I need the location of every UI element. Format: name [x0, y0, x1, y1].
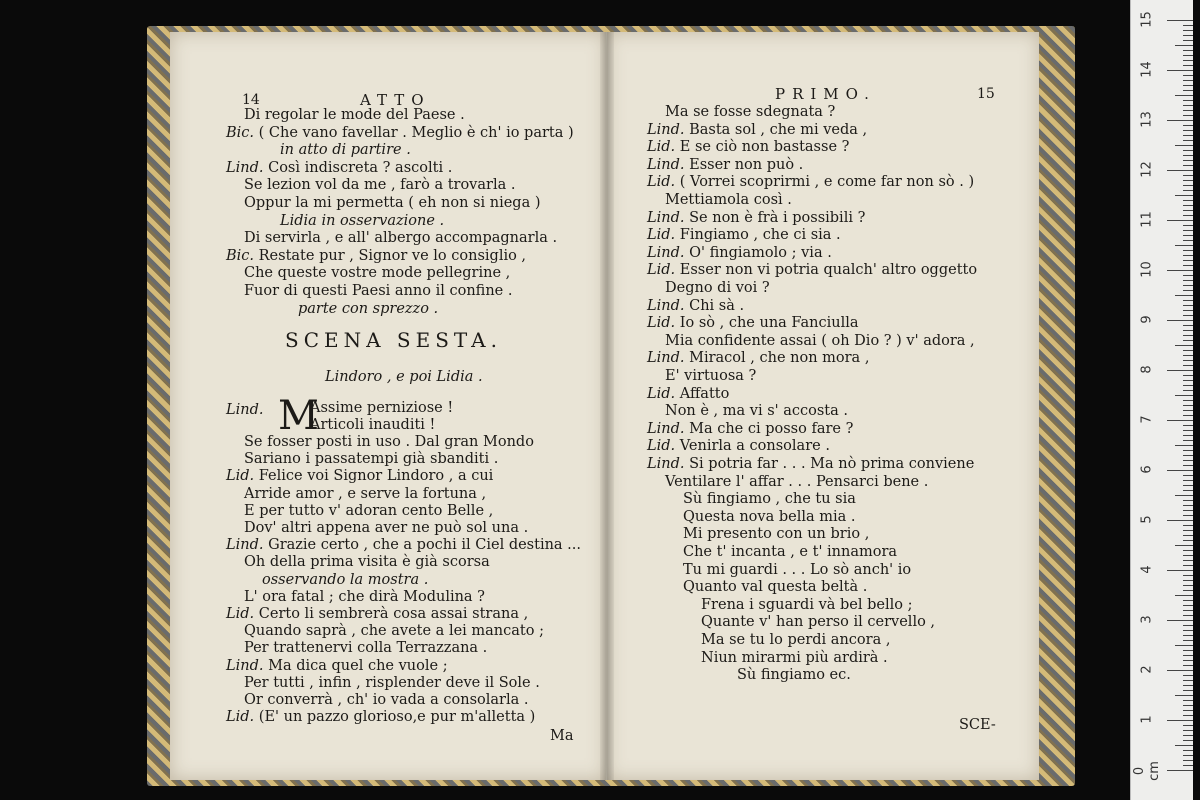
ruler-tick [1175, 495, 1193, 496]
ruler-tick [1183, 255, 1193, 256]
ruler-tick [1183, 500, 1193, 501]
ruler-tick [1175, 245, 1193, 246]
ruler-tick [1183, 30, 1193, 31]
stage-direction: in atto di partire . [280, 142, 411, 159]
verse-line: Tu mi guardi . . . Lo sò anch' io [683, 561, 912, 578]
speaker-label: Lid. [647, 315, 676, 332]
ruler-tick [1183, 725, 1193, 726]
ruler-tick [1183, 425, 1193, 426]
verse-line: Di servirla , e all' albergo accompagnarla . [244, 230, 558, 247]
ruler-tick [1183, 740, 1193, 741]
ruler-tick [1183, 625, 1193, 626]
ruler-tick [1183, 300, 1193, 301]
dialogue-line [647, 421, 853, 438]
line-text: (E' un pazzo glorioso,e pur m'alletta ) [254, 709, 536, 726]
dialogue-line [647, 227, 841, 244]
ruler-tick [1167, 20, 1193, 21]
ruler-tick [1183, 540, 1193, 541]
verse-line: Per trattenervi colla Terrazzana . [244, 640, 488, 657]
ruler-tick [1183, 550, 1193, 551]
verse-line: Fuor di questi Paesi anno il confine . [244, 283, 513, 299]
catchword: SCE- [959, 717, 996, 733]
ruler-tick [1167, 720, 1193, 721]
ruler-tick [1183, 400, 1193, 401]
ruler-tick [1183, 100, 1193, 101]
ruler-tick [1175, 295, 1193, 296]
ruler-tick [1183, 660, 1193, 661]
ruler-tick [1183, 760, 1193, 761]
ruler-tick [1183, 200, 1193, 201]
scene-title: SCENA SESTA. [285, 328, 502, 352]
dialogue-line [226, 160, 452, 177]
ruler-tick [1183, 455, 1193, 456]
ruler-tick [1183, 40, 1193, 41]
ruler-tick [1183, 505, 1193, 506]
ruler-tick [1167, 220, 1193, 221]
ruler-tick [1167, 470, 1193, 471]
ruler-tick [1183, 755, 1193, 756]
dialogue-line [226, 248, 526, 265]
ruler-tick [1183, 475, 1193, 476]
ruler-tick [1167, 270, 1193, 271]
speaker-label: Lind. [226, 402, 264, 418]
ruler-tick [1183, 705, 1193, 706]
line-text: Se non è frà i possibili ? [684, 209, 866, 226]
speaker-label: Lid. [647, 262, 676, 279]
line-text: O' fingiamolo ; via . [684, 244, 832, 261]
dialogue-line [647, 157, 803, 174]
speaker-label: Lind. [647, 244, 685, 261]
ruler-tick [1183, 25, 1193, 26]
verse-line: Assime perniziose ! [310, 400, 454, 416]
ruler-tick [1175, 695, 1193, 696]
ruler-label: 13 [1139, 111, 1155, 128]
ruler-tick [1183, 580, 1193, 581]
measuring-ruler [1130, 0, 1193, 800]
ruler-label: 1 [1139, 715, 1155, 724]
ruler-tick [1183, 510, 1193, 511]
ruler-label: 3 [1139, 615, 1155, 624]
verse-line: Oh della prima visita è già scorsa [244, 554, 490, 571]
page-number: 14 [242, 92, 260, 108]
ruler-tick [1183, 750, 1193, 751]
verse-line: Ventilare l' affar . . . Pensarci bene . [665, 473, 929, 490]
dialogue-line [647, 315, 859, 332]
ruler-tick [1175, 395, 1193, 396]
ruler-tick [1175, 745, 1193, 746]
ruler-tick [1183, 350, 1193, 351]
dialogue-line [226, 125, 574, 142]
ruler-tick [1183, 130, 1193, 131]
speaker-label: Lind. [226, 537, 264, 554]
ruler-tick [1183, 125, 1193, 126]
dialogue-line [647, 262, 977, 279]
ruler-tick [1183, 280, 1193, 281]
ruler-tick [1183, 690, 1193, 691]
dialogue-line [647, 245, 832, 262]
dialogue-line [226, 537, 581, 554]
ruler-tick [1183, 105, 1193, 106]
line-text: Così indiscreta ? ascolti . [263, 159, 453, 176]
speaker-label: Lind. [647, 156, 685, 173]
ruler-tick [1167, 120, 1193, 121]
verse-line: Oppur la mi permetta ( eh non si niega ) [244, 195, 541, 211]
verse-line: Dov' altri appena aver ne può sol una . [244, 520, 529, 536]
ruler-tick [1183, 110, 1193, 111]
page-number: 15 [977, 86, 995, 102]
speaker-label: Lind. [226, 657, 264, 674]
speaker-label: Lid. [226, 606, 255, 622]
ruler-label: 11 [1139, 211, 1155, 228]
left-page [170, 32, 607, 780]
ruler-tick [1183, 185, 1193, 186]
ruler-label: 7 [1139, 415, 1155, 424]
ruler-label: 8 [1139, 365, 1155, 374]
ruler-tick [1183, 65, 1193, 66]
line-text: Esser non può . [684, 156, 804, 173]
ruler-tick [1183, 415, 1193, 416]
dialogue-line [226, 468, 493, 485]
speaker-label: Lid. [226, 468, 255, 485]
ruler-label: 6 [1139, 465, 1155, 474]
ruler-tick [1183, 235, 1193, 236]
speaker-label: Lind. [647, 350, 685, 367]
verse-line: Quanto val questa beltà . [683, 579, 868, 596]
ruler-tick [1183, 605, 1193, 606]
stage-direction: Lidia in osservazione . [280, 212, 445, 229]
line-text: ( Che vano favellar . Meglio è ch' io parta ) [254, 124, 574, 141]
speaker-label: Lid. [647, 174, 676, 191]
line-text: Felice voi Signor Lindoro , a cui [254, 468, 494, 485]
ruler-tick [1183, 480, 1193, 481]
ruler-tick [1183, 485, 1193, 486]
ruler-tick [1167, 520, 1193, 521]
ruler-tick [1183, 155, 1193, 156]
verse-line: Che queste vostre mode pellegrine , [244, 265, 511, 282]
ruler-tick [1183, 360, 1193, 361]
ruler-tick [1183, 315, 1193, 316]
ruler-tick [1183, 630, 1193, 631]
speaker-label: Lid. [647, 139, 676, 156]
ruler-tick [1183, 135, 1193, 136]
verse-line: Sù fingiamo , che tu sia [683, 491, 856, 508]
dialogue-line [647, 438, 830, 455]
drop-cap: M [278, 393, 319, 439]
scene-characters: Lindoro , e poi Lidia . [325, 369, 483, 385]
verse-line: L' ora fatal ; che dirà Modulina ? [244, 588, 485, 605]
dialogue-line [226, 658, 448, 675]
ruler-tick [1167, 170, 1193, 171]
ruler-tick [1167, 770, 1193, 771]
verse-line: E per tutto v' adoran cento Belle , [244, 502, 494, 519]
dialogue-line [647, 210, 865, 227]
ruler-tick [1183, 355, 1193, 356]
running-head: ATTO [360, 91, 431, 109]
ruler-tick [1183, 675, 1193, 676]
dialogue-line [647, 386, 729, 403]
verse-line: Se lezion vol da me , farò a trovarla . [244, 177, 516, 194]
speaker-label: Lind. [647, 420, 685, 437]
verse-line: Or converrà , ch' io vada a consolarla . [244, 692, 529, 708]
ruler-tick [1183, 165, 1193, 166]
ruler-tick [1183, 230, 1193, 231]
verse-line: E' virtuosa ? [665, 368, 757, 384]
ruler-tick [1183, 330, 1193, 331]
ruler-tick [1183, 385, 1193, 386]
ruler-tick [1183, 175, 1193, 176]
verse-line: Quando saprà , che avete a lei mancato ; [244, 623, 544, 640]
ruler-tick [1183, 685, 1193, 686]
ruler-tick [1183, 75, 1193, 76]
ruler-tick [1175, 95, 1193, 96]
ruler-tick [1183, 290, 1193, 291]
ruler-tick [1183, 380, 1193, 381]
ruler-tick [1183, 275, 1193, 276]
ruler-tick [1183, 210, 1193, 211]
ruler-label: 15 [1139, 11, 1155, 28]
speaker-label: Lid. [647, 385, 676, 402]
ruler-tick [1167, 320, 1193, 321]
speaker-label: Lind. [647, 209, 685, 226]
speaker-label: Lind. [647, 297, 685, 314]
dialogue-line [647, 122, 867, 139]
ruler-tick [1183, 115, 1193, 116]
ruler-tick [1183, 560, 1193, 561]
ruler-tick [1183, 600, 1193, 601]
ruler-tick [1183, 250, 1193, 251]
verse-line: Non è , ma vi s' accosta . [665, 403, 848, 420]
ruler-tick [1183, 260, 1193, 261]
ruler-label: 9 [1139, 315, 1155, 324]
dialogue-line [647, 139, 849, 156]
ruler-tick [1183, 765, 1193, 766]
ruler-tick [1183, 50, 1193, 51]
ruler-tick [1183, 665, 1193, 666]
verse-line: Questa nova bella mia . [683, 508, 856, 525]
ruler-tick [1183, 640, 1193, 641]
ruler-tick [1167, 420, 1193, 421]
speaker-label: Lind. [226, 159, 264, 176]
line-text: Affatto [675, 385, 730, 402]
verse-line: Frena i sguardi và bel bello ; [701, 596, 913, 613]
ruler-tick [1183, 435, 1193, 436]
ruler-tick [1183, 180, 1193, 181]
ruler-tick [1183, 365, 1193, 366]
speaker-label: Bic. [226, 124, 255, 141]
dialogue-line [647, 298, 744, 315]
verse-line: Ma se tu lo perdi ancora , [701, 632, 891, 648]
verse-line: Sù fingiamo ec. [737, 667, 851, 684]
ruler-tick [1167, 670, 1193, 671]
dialogue-line [647, 456, 974, 473]
ruler-tick [1167, 620, 1193, 621]
ruler-tick [1175, 195, 1193, 196]
ruler-tick [1183, 265, 1193, 266]
ruler-tick [1183, 535, 1193, 536]
ruler-tick [1183, 575, 1193, 576]
ruler-tick [1183, 215, 1193, 216]
line-text: Esser non vi potria qualch' altro oggetto [675, 262, 978, 279]
verse-line: Mi presento con un brio , [683, 526, 870, 543]
ruler-tick [1183, 610, 1193, 611]
verse-line: Quante v' han perso il cervello , [701, 614, 936, 631]
verse-line: Che t' incanta , e t' innamora [683, 544, 898, 560]
ruler-tick [1183, 160, 1193, 161]
verse-line: Se fosser posti in uso . Dal gran Mondo [244, 434, 534, 450]
ruler-tick [1183, 735, 1193, 736]
dialogue-line [647, 350, 869, 367]
ruler-tick [1183, 715, 1193, 716]
ruler-tick [1167, 570, 1193, 571]
ruler-tick [1183, 530, 1193, 531]
ruler-tick [1175, 345, 1193, 346]
line-text: Si potria far . . . Ma nò prima conviene [684, 456, 975, 472]
ruler-tick [1183, 405, 1193, 406]
right-page [606, 32, 1039, 780]
speaker-label: Bic. [226, 247, 255, 264]
line-text: Venirla a consolare . [675, 438, 830, 455]
ruler-tick [1183, 375, 1193, 376]
line-text: Restate pur , Signor ve lo consiglio , [254, 247, 527, 264]
line-text: Io sò , che una Fanciulla [675, 315, 859, 332]
dialogue-line [226, 606, 528, 623]
ruler-tick [1183, 465, 1193, 466]
ruler-tick [1183, 340, 1193, 341]
ruler-tick [1183, 140, 1193, 141]
line-text: Fingiamo , che ci sia . [675, 227, 841, 244]
line-text: Certo li sembrerà cosa assai strana , [254, 606, 529, 622]
line-text: Chi sà . [684, 297, 745, 314]
ruler-tick [1183, 325, 1193, 326]
ruler-tick [1183, 460, 1193, 461]
ruler-tick [1183, 525, 1193, 526]
ruler-tick [1175, 595, 1193, 596]
ruler-tick [1167, 370, 1193, 371]
running-head: PRIMO. [775, 85, 876, 103]
ruler-tick [1183, 80, 1193, 81]
verse-line: Mettiamola così . [665, 192, 792, 208]
ruler-tick [1183, 60, 1193, 61]
ruler-tick [1183, 490, 1193, 491]
dialogue-line [226, 709, 535, 726]
ruler-tick [1183, 450, 1193, 451]
catchword: Ma [550, 728, 574, 744]
ruler-tick [1175, 645, 1193, 646]
ruler-tick [1183, 150, 1193, 151]
ruler-tick [1175, 45, 1193, 46]
ruler-tick [1183, 655, 1193, 656]
speaker-label: Lind. [647, 121, 685, 138]
ruler-tick [1175, 545, 1193, 546]
verse-line: Articoli inauditi ! [310, 417, 436, 433]
line-text: Miracol , che non mora , [684, 350, 870, 367]
ruler-tick [1183, 85, 1193, 86]
verse-line: Niun mirarmi più ardirà . [701, 649, 888, 666]
book-gutter [600, 32, 614, 780]
ruler-tick [1183, 515, 1193, 516]
verse-line: Arride amor , e serve la fortuna , [244, 485, 487, 502]
ruler-tick [1183, 700, 1193, 701]
verse-line: Per tutti , infin , risplender deve il Sole . [244, 674, 540, 691]
line-text: Basta sol , che mi veda , [684, 121, 868, 138]
ruler-tick [1175, 145, 1193, 146]
ruler-tick [1183, 555, 1193, 556]
verse-line: Sariano i passatempi già sbanditi . [244, 451, 499, 468]
speaker-label: Lid. [647, 438, 676, 455]
line-text: Ma che ci posso fare ? [684, 420, 854, 437]
ruler-label: 10 [1139, 261, 1155, 278]
ruler-label: 2 [1139, 665, 1155, 674]
ruler-tick [1183, 55, 1193, 56]
verse-line: Di regolar le mode del Paese . [244, 107, 465, 123]
ruler-tick [1183, 240, 1193, 241]
dialogue-line [647, 174, 974, 191]
line-text: Ma dica quel che vuole ; [263, 657, 448, 674]
verse-line: Mia confidente assai ( oh Dio ? ) v' adora , [665, 332, 975, 349]
ruler-tick [1183, 565, 1193, 566]
stage-direction: osservando la mostra . [262, 571, 429, 588]
ruler-tick [1183, 90, 1193, 91]
ruler-tick [1183, 585, 1193, 586]
ruler-tick [1183, 205, 1193, 206]
ruler-tick [1183, 680, 1193, 681]
ruler-tick [1183, 310, 1193, 311]
ruler-label: 0 cm [1132, 761, 1162, 781]
ruler-tick [1183, 710, 1193, 711]
ruler-tick [1167, 70, 1193, 71]
ruler-tick [1183, 335, 1193, 336]
ruler-tick [1183, 390, 1193, 391]
ruler-tick [1183, 410, 1193, 411]
ruler-tick [1183, 430, 1193, 431]
ruler-label: 4 [1139, 565, 1155, 574]
line-text: E se ciò non bastasse ? [675, 139, 850, 156]
ruler-tick [1183, 305, 1193, 306]
ruler-tick [1183, 285, 1193, 286]
ruler-tick [1183, 35, 1193, 36]
ruler-label: 14 [1139, 61, 1155, 78]
speaker-label: Lind. [647, 456, 685, 472]
verse-line: Ma se fosse sdegnata ? [665, 104, 836, 120]
ruler-label: 12 [1139, 161, 1155, 178]
ruler-tick [1183, 190, 1193, 191]
verse-line: Degno di voi ? [665, 280, 770, 296]
ruler-tick [1183, 650, 1193, 651]
ruler-tick [1183, 440, 1193, 441]
ruler-tick [1183, 590, 1193, 591]
stage-direction: parte con sprezzo . [298, 300, 439, 317]
ruler-tick [1183, 730, 1193, 731]
ruler-tick [1183, 615, 1193, 616]
line-text: Grazie certo , che a pochi il Ciel destina ... [263, 537, 582, 554]
ruler-label: 5 [1139, 515, 1155, 524]
line-text: ( Vorrei scoprirmi , e come far non sò . ) [675, 174, 975, 191]
speaker-label: Lid. [647, 227, 676, 244]
ruler-tick [1175, 445, 1193, 446]
speaker-label: Lid. [226, 709, 255, 726]
ruler-tick [1183, 225, 1193, 226]
ruler-tick [1183, 635, 1193, 636]
